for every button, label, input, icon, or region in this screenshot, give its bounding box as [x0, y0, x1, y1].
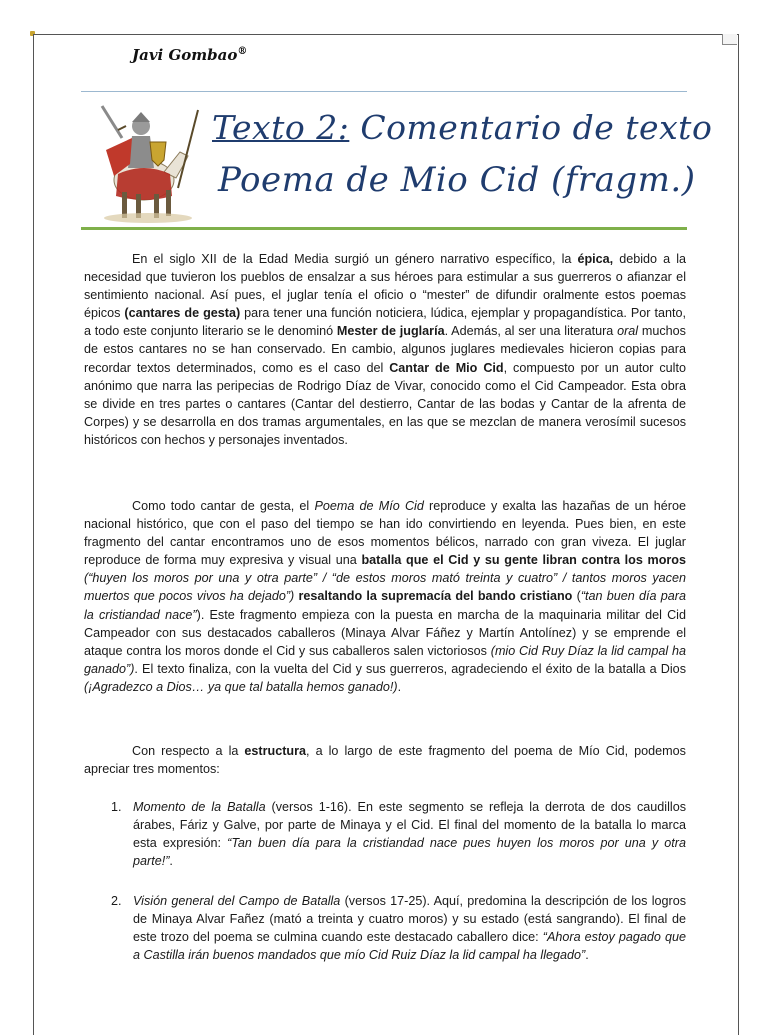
list-number: 1.: [111, 800, 122, 814]
list-item: 2. Visión general del Campo de Batalla (versos 17-25). Aquí, predomina la descripción de los logros de Minaya Alvar Fañez (mató a treinta y cuatro moros) y su estado (está sangrando). El final de este trozo del poema se culmina cuando este destacado caballero dice: “Ahora estoy pagado que a Castilla irán buenos mandados que mío Cid Ruiz Díaz la lid campal ha llegado”.: [111, 894, 687, 963]
paragraph-theme: Como todo cantar de gesta, el Poema de Mío Cid reproduce y exalta las hazañas de un héroe nacional histórico, que con el paso del tiempo se han ido convirtiendo en leyenda. Pues bien, en este fragmento del cantar encontramos uno de esos momentos bélicos, narrado con gran viveza. El juglar reproduce de forma muy expresiva y visual una batalla que el Cid y su gente libran contra los moros (“huyen los moros por una y otra parte” / “de estos moros mató treinta y cuatro” / tantos moros yacen muertos que pocos vivos ha dejado”) resaltando la supremacía del bando cristiano (“tan buen día para la cristiandad nace”). Este fragmento empieza con la puesta en marcha de la maquinaria militar del Cid Campeador con sus destacados caballeros (Minaya Alvar Fáñez y Martín Antolínez) y se emprende el ataque contra los moros donde el Cid y sus caballeros salen victoriosos (mio Cid Ruy Díaz la lid campal ha ganado”). El texto finaliza, con la vuelta del Cid y sus guerreros, agradeciendo el éxito de la batalla a Dios (¡Agradezco a Dios… ya que tal batalla hemos ganado!).: [84, 499, 687, 694]
page-fold-corner: [722, 34, 737, 45]
list-number: 2.: [111, 894, 122, 908]
author-signature: Javi Gombao®: [132, 46, 248, 64]
paragraph-structure: Con respecto a la estructura, a lo largo de este fragmento del poema de Mío Cid, podemos apreciar tres momentos:: [84, 744, 686, 777]
paragraph-intro: En el siglo XII de la Edad Media surgió un género narrativo específico, la épica, debido a la necesidad que tuvieron los pueblos de ensalzar a sus héroes para estimular a sus guerreros o afianzar el sentimiento nacional. Así pues, el juglar tenía el oficio o “mester” de difundir oralmente estos poemas épicos (cantares de gesta) para tener una función noticiera, lúdica, ejemplar y propagandística. Por tanto, a todo este conjunto literario se le denominó Mester de juglaría. Además, al ser una literatura oral muchos de estos cantares no se han conservado. En cambio, algunos juglares medievales hicieron copias para recordar textos determinados, como es el caso del Cantar de Mio Cid, compuesto por un autor culto anónimo que narra las peripecias de Rodrigo Díaz de Vivar, conocido como el Cid Campeador. Esta obra se divide en tres partes o cantares (Cantar del destierro, Cantar de las bodas y Cantar de la afrenta de Corpes) y se desarrolla en dos tramas argumentales, en las que se mezclan de manera verosímil sucesos históricos con hechos y personajes inventados.: [84, 252, 686, 447]
knight-on-horseback-icon: [92, 92, 204, 224]
document-subtitle: Poema de Mio Cid (fragm.): [218, 160, 696, 200]
document-title: Texto 2: Comentario de texto: [212, 108, 713, 147]
list-item: 1. Momento de la Batalla (versos 1-16). En este segmento se refleja la derrota de dos caudillos árabes, Fáriz y Galve, por parte de Minaya y el Cid. El final del momento de la batalla lo marca esta expresión: “Tan buen día para la cristiandad nace pues huyen los moros por una y otra parte!”.: [111, 800, 687, 869]
header-bottom-rule: [81, 227, 687, 230]
